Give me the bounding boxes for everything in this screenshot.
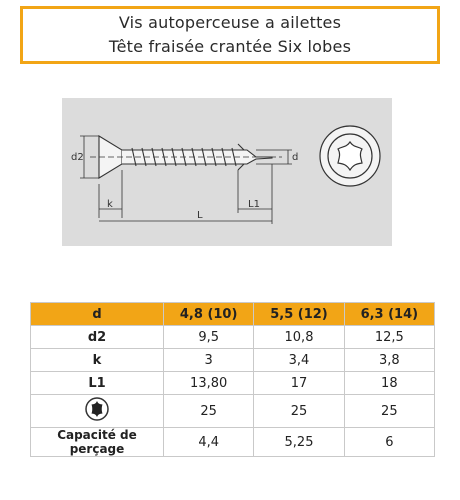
table-row (31, 349, 435, 372)
row-label: d2 (31, 326, 164, 349)
label-d2: d2 (71, 152, 84, 163)
table-cell: 25 (344, 395, 434, 428)
title-line-1: Vis autoperceuse a ailettes (118, 13, 342, 32)
label-k: k (107, 199, 113, 210)
table-cell: 17 (254, 372, 344, 395)
label-L1: L1 (248, 199, 260, 210)
header-cell: 5,5 (12) (254, 303, 344, 326)
table-cell: 3,8 (344, 349, 434, 372)
header-cell: d (31, 303, 164, 326)
screw-end-view (320, 126, 380, 186)
row-label: Capacité de perçage (31, 428, 164, 457)
table-row (31, 326, 435, 349)
table-cell: 18 (344, 372, 434, 395)
table-cell: 25 (254, 395, 344, 428)
table-cell: 12,5 (344, 326, 434, 349)
row-label: k (31, 349, 164, 372)
k-dimension (99, 170, 122, 218)
row-label: L1 (31, 372, 164, 395)
table-cell: 10,8 (254, 326, 344, 349)
table-cell: 25 (164, 395, 254, 428)
label-L: L (197, 210, 203, 221)
table-cell: 13,80 (164, 372, 254, 395)
torx-drive-icon (85, 397, 109, 421)
screw-technical-drawing (62, 98, 392, 246)
title-line-2: Tête fraisée crantée Six lobes (108, 37, 352, 56)
table-cell: 3 (164, 349, 254, 372)
table-cell: 5,25 (254, 428, 344, 457)
table-row (31, 428, 435, 457)
L-dimension (99, 164, 272, 224)
table-row (31, 372, 435, 395)
row-label-icon-cell (31, 395, 164, 428)
header-cell: 4,8 (10) (164, 303, 254, 326)
label-d: d (292, 152, 299, 163)
specification-table (30, 302, 435, 457)
table-cell: 4,4 (164, 428, 254, 457)
header-cell: 6,3 (14) (344, 303, 434, 326)
table-header-row (31, 303, 435, 326)
table-cell: 6 (344, 428, 434, 457)
table-cell: 9,5 (164, 326, 254, 349)
title-box (20, 6, 440, 64)
screw-drawing-svg (62, 98, 392, 246)
table-cell: 3,4 (254, 349, 344, 372)
table-row (31, 395, 435, 428)
